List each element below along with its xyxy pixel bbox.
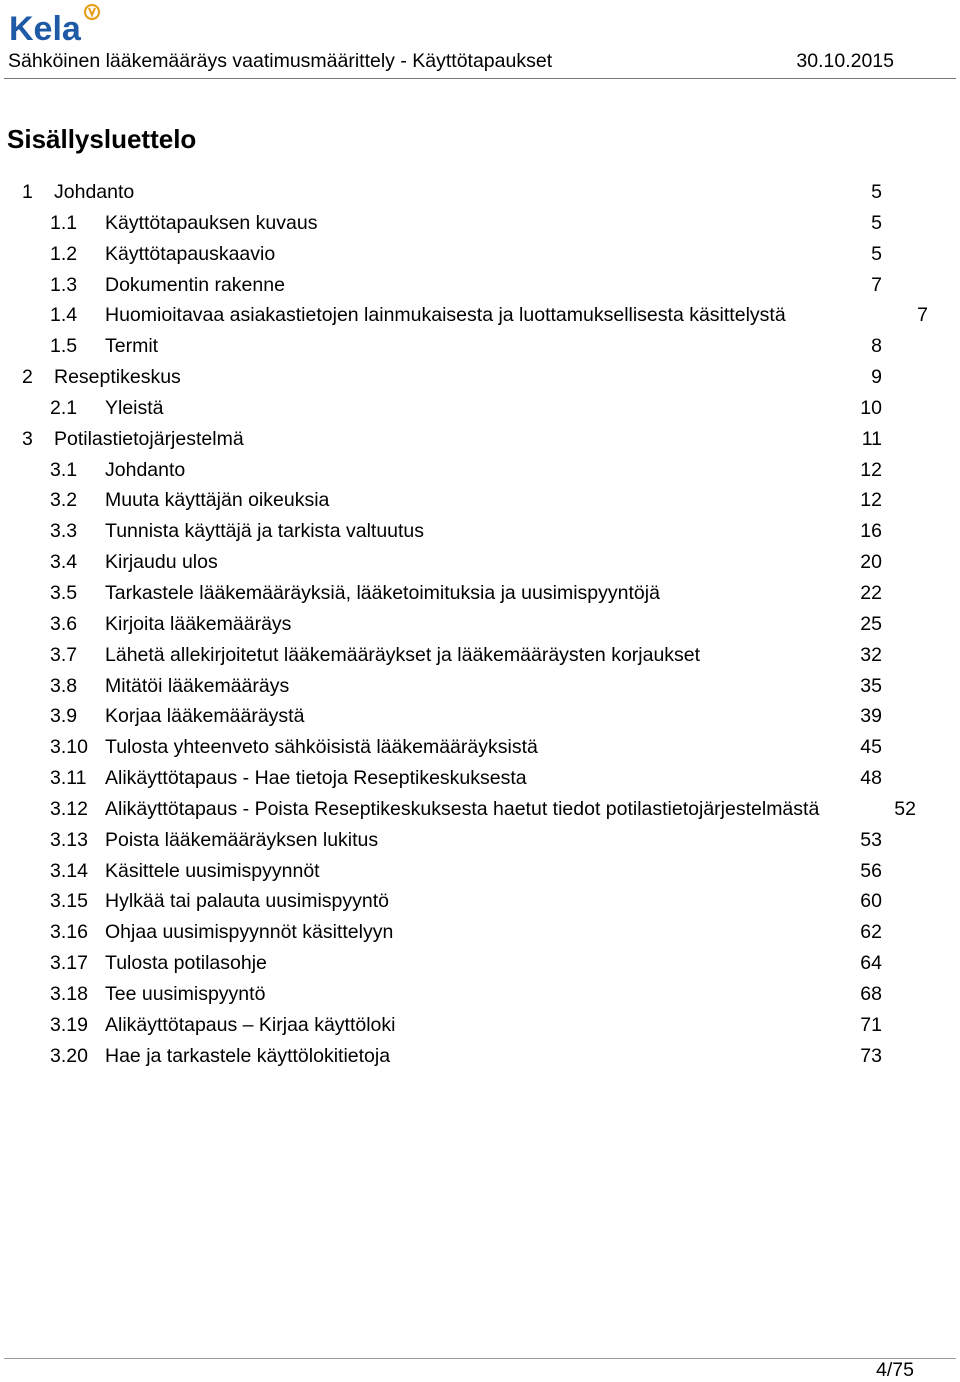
- toc-entry-number: 2: [22, 366, 33, 389]
- toc-entry-number: 1.1: [50, 211, 78, 234]
- toc-entry-label: Johdanto: [54, 181, 135, 203]
- toc-heading: Sisällysluettelo: [7, 124, 197, 154]
- kela-logo-text: Kela: [9, 10, 81, 46]
- toc-entry-page: 52: [894, 797, 916, 820]
- toc-entry[interactable]: [0, 886, 960, 917]
- toc-entry-number: 3.8: [50, 674, 78, 697]
- toc-entry[interactable]: [0, 1041, 960, 1072]
- toc-entry-label: Käyttötapauskaavio: [105, 242, 276, 265]
- toc-entry-number: 3.9: [50, 705, 78, 728]
- toc-entry[interactable]: [0, 177, 960, 208]
- toc-entry[interactable]: [0, 856, 960, 887]
- toc-entry-page: 35: [860, 674, 882, 697]
- header-divider: [4, 78, 956, 79]
- toc-entry-label: Poista lääkemääräyksen lukitus: [105, 828, 379, 851]
- toc-entry-number: 3.7: [50, 643, 78, 666]
- toc-entry[interactable]: [0, 1010, 960, 1041]
- toc-entry-number: 1.4: [50, 304, 78, 327]
- toc-entry-number: 3.14: [50, 859, 88, 882]
- toc-entry[interactable]: [0, 794, 960, 825]
- toc-entry-label: Käyttötapauksen kuvaus: [105, 211, 318, 234]
- toc-entry-page: 32: [860, 643, 882, 666]
- toc-entry-page: 10: [860, 396, 882, 419]
- toc-entry[interactable]: [0, 300, 960, 331]
- toc-entry-number: 3.12: [50, 797, 88, 820]
- toc-entry[interactable]: [0, 948, 960, 979]
- toc-entry-label: Hylkää tai palauta uusimispyyntö: [105, 890, 389, 913]
- toc-entry-page: 39: [860, 705, 882, 728]
- toc-entry-label: Lähetä allekirjoitetut lääkemääräykset ja lääkemääräysten korjaukset: [105, 643, 701, 666]
- toc-entry-label: Tulosta yhteenveto sähköisistä lääkemääräyksistä: [105, 736, 538, 759]
- toc-entry-number: 1: [22, 181, 33, 203]
- toc-entry-number: 3.20: [50, 1044, 88, 1067]
- toc-entry[interactable]: [0, 547, 960, 578]
- toc-entry[interactable]: [0, 485, 960, 516]
- toc-entry-label: Hae ja tarkastele käyttölokitietoja: [105, 1044, 391, 1067]
- toc-entry-label: Käsittele uusimispyynnöt: [105, 859, 320, 882]
- toc-entry-page: 62: [860, 921, 882, 944]
- document-title: Sähköinen lääkemääräys vaatimusmäärittely - Käyttötapaukset: [8, 50, 553, 72]
- toc-entry-number: 3.2: [50, 489, 78, 512]
- page-number: 4/75: [876, 1359, 914, 1381]
- toc-entry-number: 3.13: [50, 828, 88, 851]
- toc-entry-page: 5: [871, 181, 882, 203]
- toc-entry-label: Tunnista käyttäjä ja tarkista valtuutus: [105, 520, 425, 543]
- toc-entry-page: 73: [860, 1044, 882, 1067]
- toc-entry-label: Alikäyttötapaus – Kirjaa käyttöloki: [105, 1013, 396, 1036]
- toc-entry-label: Reseptikeskus: [54, 366, 181, 389]
- toc-entry-label: Potilastietojärjestelmä: [54, 427, 244, 450]
- toc-entry[interactable]: [0, 609, 960, 640]
- toc-entry[interactable]: [0, 393, 960, 424]
- toc-entry-label: Tee uusimispyyntö: [105, 982, 266, 1005]
- toc-entry[interactable]: [0, 732, 960, 763]
- toc-entry[interactable]: [0, 455, 960, 486]
- toc-entry-page: 71: [860, 1013, 882, 1036]
- toc-entry[interactable]: [0, 763, 960, 794]
- toc-entry-page: 7: [871, 273, 882, 296]
- toc-entry-page: 9: [871, 366, 882, 389]
- toc-entry-number: 1.5: [50, 335, 78, 358]
- toc-entry-number: 3.18: [50, 982, 88, 1005]
- toc-entry[interactable]: [0, 917, 960, 948]
- toc-entry-page: 48: [860, 767, 882, 790]
- toc-entry[interactable]: [0, 825, 960, 856]
- toc-entry-page: 7: [917, 304, 928, 327]
- toc-entry-label: Tarkastele lääkemääräyksiä, lääketoimituksia ja uusimispyyntöjä: [105, 581, 660, 604]
- toc-entry[interactable]: [0, 331, 960, 362]
- toc-entry[interactable]: [0, 578, 960, 609]
- toc-entry[interactable]: [0, 424, 960, 455]
- toc-entry-number: 3.3: [50, 520, 78, 543]
- kela-logo: [6, 2, 106, 46]
- kela-emblem-icon: [85, 5, 99, 19]
- toc-entry-number: 1.2: [50, 242, 78, 265]
- toc-entry-label: Termit: [105, 335, 159, 358]
- toc-entry-page: 5: [871, 242, 882, 265]
- toc-entry-page: 56: [860, 859, 882, 882]
- toc-entry-number: 3.6: [50, 612, 78, 635]
- toc-entry-page: 20: [860, 551, 882, 574]
- toc-entry-page: 16: [860, 520, 882, 543]
- toc-entry-label: Yleistä: [105, 396, 164, 419]
- document-date: 30.10.2015: [796, 50, 894, 72]
- toc-entry-number: 3: [22, 427, 33, 450]
- toc-entry-label: Ohjaa uusimispyynnöt käsittelyyn: [105, 921, 394, 944]
- toc-entry-number: 3.10: [50, 736, 88, 759]
- toc-entry[interactable]: [0, 362, 960, 393]
- toc-entry-label: Kirjaudu ulos: [105, 551, 218, 574]
- toc-entry-label: Alikäyttötapaus - Poista Reseptikeskuksesta haetut tiedot potilastietojärjestelmästä: [105, 797, 820, 820]
- toc-entry-number: 1.3: [50, 273, 78, 296]
- toc-entry[interactable]: [0, 671, 960, 702]
- toc-entry-page: 60: [860, 890, 882, 913]
- toc-entry-page: 22: [860, 581, 882, 604]
- toc-entry-label: Mitätöi lääkemääräys: [105, 674, 290, 697]
- toc-entry-label: Dokumentin rakenne: [105, 273, 285, 296]
- toc-entry[interactable]: [0, 640, 960, 671]
- toc-entry-number: 3.1: [50, 458, 78, 481]
- toc-entry-page: 68: [860, 982, 882, 1005]
- toc-entry-label: Tulosta potilasohje: [105, 952, 267, 975]
- toc-entry-label: Muuta käyttäjän oikeuksia: [105, 489, 330, 512]
- toc-entry[interactable]: [0, 701, 960, 732]
- toc-entry[interactable]: [0, 239, 960, 270]
- footer-divider: [4, 1358, 956, 1359]
- toc-entry-label: Huomioitavaa asiakastietojen lainmukaisesta ja luottamuksellisesta käsittelystä: [105, 304, 786, 327]
- toc-entry-label: Johdanto: [105, 458, 186, 481]
- toc-entry-label: Kirjoita lääkemääräys: [105, 612, 292, 635]
- toc-entry[interactable]: [0, 270, 960, 301]
- toc-entry-page: 25: [860, 612, 882, 635]
- toc-entry-page: 45: [860, 736, 882, 759]
- toc-entry-number: 3.16: [50, 921, 88, 944]
- toc-entry[interactable]: [0, 208, 960, 239]
- toc-entry-label: Korjaa lääkemääräystä: [105, 705, 305, 728]
- toc-entry[interactable]: [0, 979, 960, 1010]
- toc-entry-page: 64: [860, 952, 882, 975]
- toc-entry-page: 5: [871, 211, 882, 234]
- table-of-contents: [0, 177, 960, 1071]
- toc-entry-label: Alikäyttötapaus - Hae tietoja Reseptikeskuksesta: [105, 767, 527, 790]
- toc-entry-page: 11: [861, 427, 882, 450]
- toc-entry-page: 12: [860, 458, 882, 481]
- toc-entry-page: 53: [860, 828, 882, 851]
- toc-entry-number: 3.5: [50, 581, 78, 604]
- toc-entry-number: 3.4: [50, 551, 78, 574]
- toc-entry-number: 3.15: [50, 890, 88, 913]
- toc-entry-number: 2.1: [50, 396, 78, 419]
- toc-entry-number: 3.11: [50, 767, 87, 790]
- toc-entry-number: 3.17: [50, 952, 88, 975]
- toc-entry-page: 8: [871, 335, 882, 358]
- toc-entry[interactable]: [0, 516, 960, 547]
- toc-entry-page: 12: [860, 489, 882, 512]
- toc-entry-number: 3.19: [50, 1013, 88, 1036]
